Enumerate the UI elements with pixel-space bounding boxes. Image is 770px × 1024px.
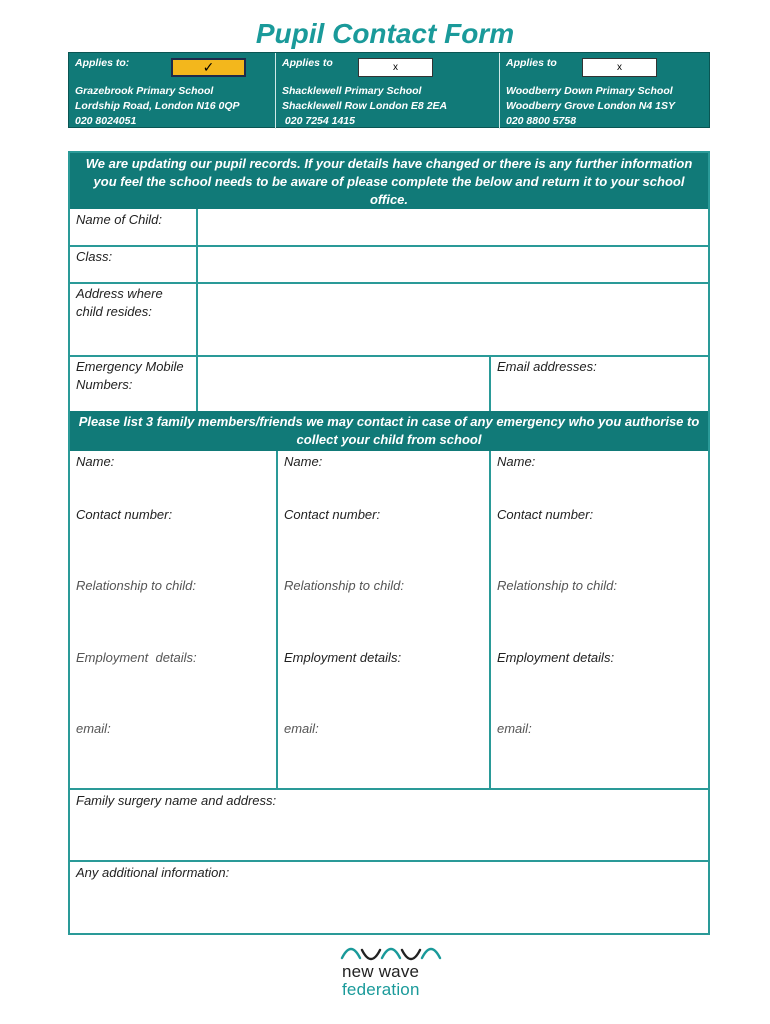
email-label: Email addresses: <box>497 359 597 374</box>
child-name-label: Name of Child: <box>76 212 162 227</box>
school-address: Woodberry Grove London N4 1SY <box>506 100 675 112</box>
contact-name-label: Name: <box>284 454 323 469</box>
surgery-field[interactable] <box>70 790 708 860</box>
applies-checkbox-shacklewell[interactable]: x <box>358 58 433 77</box>
contacts-banner: Please list 3 family members/friends we may contact in case of any emergency who you authorise to collect your child from school <box>70 411 708 451</box>
contact-form <box>68 151 710 935</box>
logo-text: new wave <box>342 962 420 981</box>
logo-text: federation <box>342 980 420 999</box>
school-grazebrook <box>69 53 275 129</box>
contact-employment-label: Employment details: <box>76 650 197 665</box>
column-divider <box>489 451 491 788</box>
contact-employment-label: Employment details: <box>284 650 402 665</box>
child-name-field[interactable] <box>198 209 708 245</box>
contact-email-label: email: <box>284 721 319 736</box>
contact-relationship-label: Relationship to child: <box>497 578 617 593</box>
email-field[interactable] <box>491 357 708 411</box>
contact-number-label: Contact number: <box>284 507 381 522</box>
contact-name-label: Name: <box>497 454 536 469</box>
contact-email-label: email: <box>76 721 111 736</box>
schools-header <box>68 52 710 128</box>
school-woodberry-down <box>499 53 711 129</box>
contact-relationship-label: Relationship to child: <box>284 578 404 593</box>
additional-info-label: Any additional information: <box>76 865 230 880</box>
mobile-field[interactable] <box>198 357 489 411</box>
additional-info-field[interactable] <box>70 862 708 933</box>
applies-to-label: Applies to: <box>75 57 130 69</box>
school-address: Shacklewell Row London E8 2EA <box>282 100 448 112</box>
applies-checkbox-grazebrook[interactable]: ✓ <box>171 58 246 77</box>
class-field[interactable] <box>198 247 708 282</box>
school-shacklewell <box>275 53 499 129</box>
school-address: Lordship Road, London N16 0QP <box>75 100 240 112</box>
column-divider <box>276 451 278 788</box>
school-phone: 020 7254 1415 <box>282 115 355 127</box>
mobile-label: Emergency Mobile Numbers: <box>76 359 184 392</box>
contact-number-label: Contact number: <box>76 507 173 522</box>
school-name: Woodberry Down Primary School <box>506 85 673 97</box>
surgery-label: Family surgery name and address: <box>76 793 277 808</box>
school-phone: 020 8024051 <box>75 115 137 127</box>
school-phone: 020 8800 5758 <box>506 115 577 127</box>
school-name: Grazebrook Primary School <box>75 85 214 97</box>
contact-name-label: Name: <box>76 454 115 469</box>
school-name: Shacklewell Primary School <box>282 85 422 97</box>
page-title: Pupil Contact Form <box>255 18 515 49</box>
contact-number-label: Contact number: <box>497 507 594 522</box>
contact-relationship-label: Relationship to child: <box>76 578 196 593</box>
applies-checkbox-woodberry-down[interactable]: x <box>582 58 657 77</box>
contact-email-label: email: <box>497 721 532 736</box>
address-field[interactable] <box>198 284 708 355</box>
class-label: Class: <box>76 249 113 264</box>
wave-logo-icon <box>340 944 452 964</box>
intro-banner: We are updating our pupil records. If your details have changed or there is any further information you feel the school needs to be aware of please complete the below and return it to your school office. <box>70 153 708 209</box>
address-label: Address where child resides: <box>76 286 163 319</box>
contact-employment-label: Employment details: <box>497 650 615 665</box>
applies-to-label: Applies to <box>506 57 557 69</box>
applies-to-label: Applies to <box>282 57 333 69</box>
